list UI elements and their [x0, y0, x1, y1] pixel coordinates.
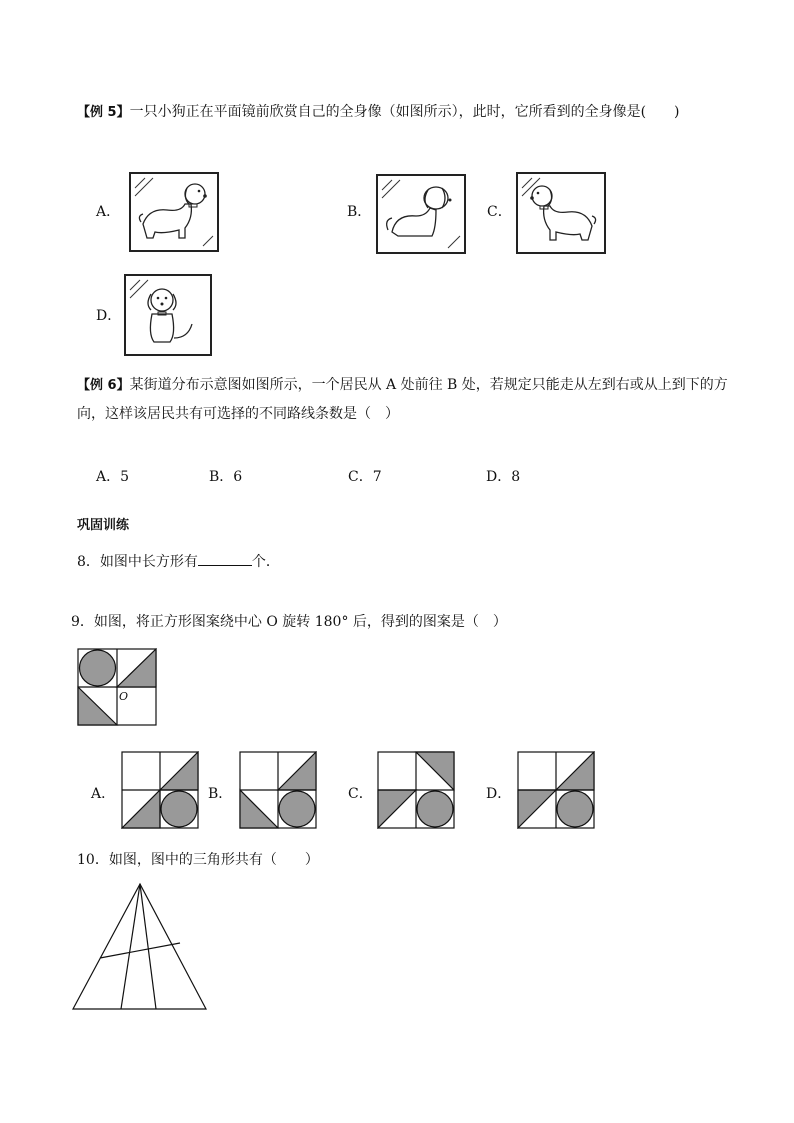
q9-option-c-label: C． [348, 786, 373, 802]
example-5-question [77, 101, 680, 121]
example-6-text-line2: 向，这样该居民共有可选择的不同路线条数是（ ） [77, 406, 399, 422]
q9-option-a-pattern[interactable] [121, 751, 199, 829]
q8-suffix: 个． [251, 554, 280, 570]
example-5-text: 一只小狗正在平面镜前欣赏自己的全身像（如图所示），此时，它所看到的全身像是( ) [129, 104, 680, 120]
dog-back-view-icon [378, 176, 464, 252]
example-6-question-line1 [77, 374, 728, 394]
section-title: 巩固训练 [77, 518, 130, 533]
ex5-option-c-dog-picture[interactable] [516, 172, 606, 254]
q9-original-square-pattern [77, 648, 157, 726]
q8-prefix: 8．如图中长方形有 [77, 554, 198, 570]
ex5-option-c-label: C． [487, 204, 512, 220]
question-9-text: 9．如图，将正方形图案绕中心 O 旋转 180° 后，得到的图案是（ ） [71, 614, 507, 630]
q9-option-d-label: D． [486, 786, 512, 802]
q9-option-d-pattern[interactable] [517, 751, 595, 829]
q8-answer-blank[interactable] [198, 551, 252, 566]
ex5-option-b-dog-picture[interactable] [376, 174, 466, 254]
example-6-text-line1: 某街道分布示意图如图所示，一个居民从 A 处前往 B 处，若规定只能走从左到右或从上到下的方 [129, 377, 728, 393]
ex6-option-a[interactable]: A．5 [96, 469, 130, 485]
q9-center-label-o: O [119, 690, 129, 703]
example-5-tag: 【例 5】 [77, 105, 130, 120]
ex5-option-a-dog-picture[interactable] [129, 172, 219, 252]
dog-facing-left-icon [518, 174, 604, 252]
q9-option-b-pattern[interactable] [239, 751, 317, 829]
ex5-option-a-label: A． [96, 204, 121, 220]
q9-option-a-label: A． [91, 786, 116, 802]
dog-facing-right-icon [131, 174, 217, 250]
ex6-option-d[interactable]: D．8 [486, 469, 521, 485]
q10-triangle-figure [70, 880, 210, 1014]
question-8 [77, 551, 280, 571]
ex6-option-b[interactable]: B．6 [209, 469, 243, 485]
ex6-option-c[interactable]: C．7 [348, 469, 382, 485]
example-6-tag: 【例 6】 [77, 378, 130, 393]
ex5-option-d-label: D． [96, 308, 122, 324]
question-10-text: 10．如图，图中的三角形共有（ ） [77, 852, 319, 868]
q9-option-b-label: B． [208, 786, 233, 802]
ex5-option-b-label: B． [347, 204, 372, 220]
q9-option-c-pattern[interactable] [377, 751, 455, 829]
ex5-option-d-dog-picture[interactable] [124, 274, 212, 356]
dog-front-view-icon [126, 276, 210, 354]
